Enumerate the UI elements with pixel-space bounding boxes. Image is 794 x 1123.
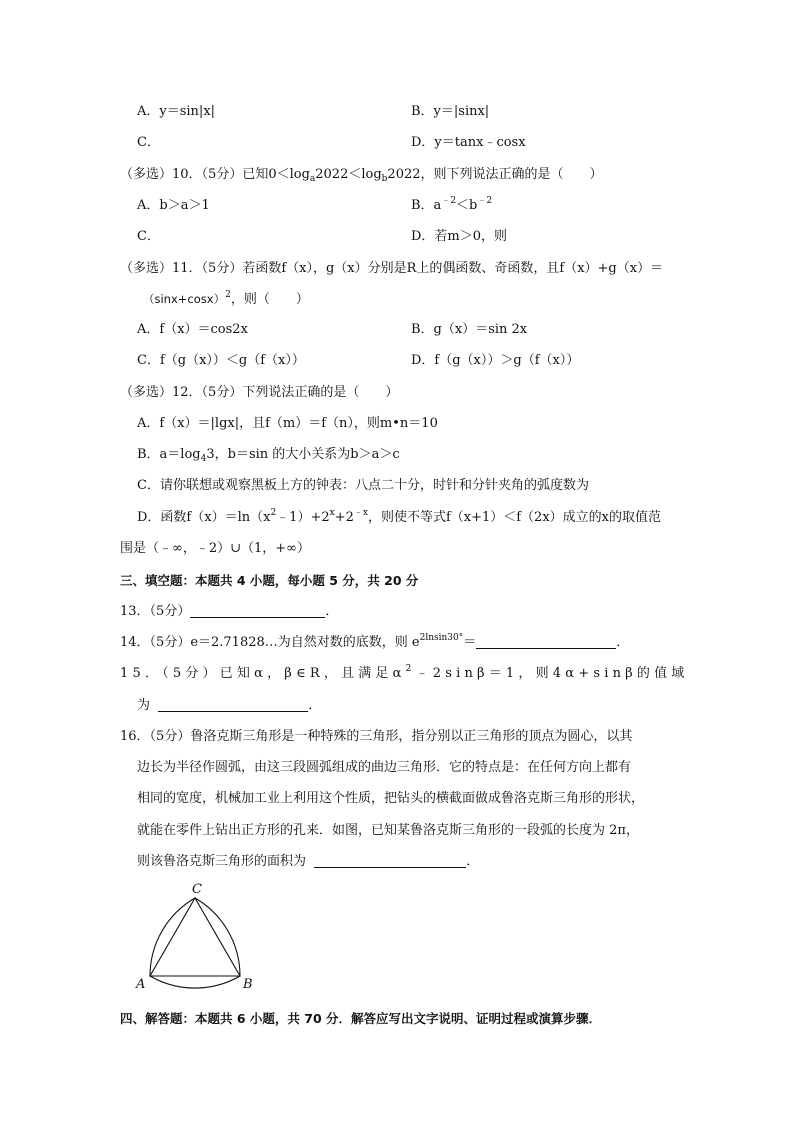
q11-option-c: C．f（g（x））＜g（f（x）） xyxy=(137,353,305,368)
q11-stem-line1: （多选）11．（5分）若函数f（x），g（x）分别是R上的偶函数、奇函数，且f（x）+g（x）＝ xyxy=(120,261,664,276)
q10-option-a: A．b＞a＞1 xyxy=(137,198,210,213)
q12-option-c: C．请你联想或观察黑板上方的钟表：八点二十分，时针和分针夹角的弧度数为 xyxy=(137,478,589,493)
q12-option-d-line2: 围是（﹣∞，﹣2）∪（1，+∞） xyxy=(120,541,310,556)
q10-stem: （多选）10．（5分）已知$0<\log_a2022<\log_b2022$，则下列说法正确的是（ ） xyxy=(120,167,603,184)
equilateral-triangle xyxy=(150,898,240,976)
arc-ab xyxy=(150,976,240,988)
q15-answer-blank xyxy=(158,698,308,712)
section-4-heading: 四、解答题：本题共 6 小题，共 70 分．解答应写出文字说明、证明过程或演算步骤． xyxy=(120,1011,602,1026)
reuleaux-triangle-figure xyxy=(130,878,270,994)
q9-option-c: C． xyxy=(137,135,160,150)
q16-line5: 则该鲁洛克斯三角形的面积为 ． xyxy=(137,854,480,869)
q14: 14．（5分）e＝2.71828…为自然对数的底数，则 $e^{2lnsin30^\circ}=$ ． xyxy=(120,633,630,650)
q12-stem: （多选）12．（5分）下列说法正确的是（ ） xyxy=(120,385,399,400)
q11-option-a: A．f（x）＝cos2x xyxy=(137,322,248,337)
q9-option-a: A．y＝sin|x| xyxy=(137,104,216,119)
q11-option-d: D．f（g（x））＞g（f（x）） xyxy=(411,353,580,368)
q16-answer-blank xyxy=(314,854,466,868)
q11-option-b: B．g（x）＝sin 2x xyxy=(411,322,528,337)
vertex-label-b: B xyxy=(243,977,253,992)
q16-line2: 边长为半径作圆弧，由这三段圆弧组成的曲边三角形．它的特点是：在任何方向上都有 xyxy=(137,760,632,775)
q15-line2: 为 ． xyxy=(137,698,322,713)
q14-answer-blank xyxy=(476,635,616,649)
vertex-label-c: C xyxy=(192,882,202,897)
q15-line1: 15．（5分）已知α，β∈R，且满足$\alpha^2﹣2\sin\beta=1$，则4α+sinβ的值域 xyxy=(120,664,689,681)
q12-option-a: A．f（x）＝|lgx|，且f（m）＝f（n），则m•n＝10 xyxy=(137,416,438,431)
q16-line1: 16．（5分）鲁洛克斯三角形是一种特殊的三角形，指分别以正三角形的顶点为圆心，以其 xyxy=(120,729,633,744)
q12-option-b: B．$a=\log_43$，b＝sin 的大小关系为b＞a＞c xyxy=(137,447,400,464)
q16-line3: 相同的宽度，机械加工业上利用这个性质，把钻头的横截面做成鲁洛克斯三角形的形状， xyxy=(137,791,645,806)
vertex-label-a: A xyxy=(136,977,146,992)
q10-option-d: D．若m＞0，则 xyxy=(411,229,508,244)
q9-option-b: B．y＝|sinx| xyxy=(411,104,490,119)
q13-answer-blank xyxy=(190,604,325,618)
q16-line4: 就能在零件上钻出正方形的孔来．如图，已知某鲁洛克斯三角形的一段弧的长度为 2π， xyxy=(137,823,639,838)
section-3-heading: 三、填空题：本题共 4 小题，每小题 5 分，共 20 分 xyxy=(120,573,419,588)
q12-option-d: D．函数$f(x)=\ln(x^2﹣1)+2^x+2^{﹣x}$，则使不等式f（x+1）＜f（2x）成立的x的取值范 xyxy=(137,508,661,525)
q10-option-b: B．$a^{﹣2}<b^{﹣2}$ xyxy=(411,196,493,213)
q13: 13．（5分） ． xyxy=(120,604,339,619)
q9-option-d: D．y＝tanx﹣cosx xyxy=(411,135,526,150)
q11-stem-line2: $(\sin x+\cos x)^2$，则（ ） xyxy=(143,290,309,307)
q10-option-c: C． xyxy=(137,229,160,244)
